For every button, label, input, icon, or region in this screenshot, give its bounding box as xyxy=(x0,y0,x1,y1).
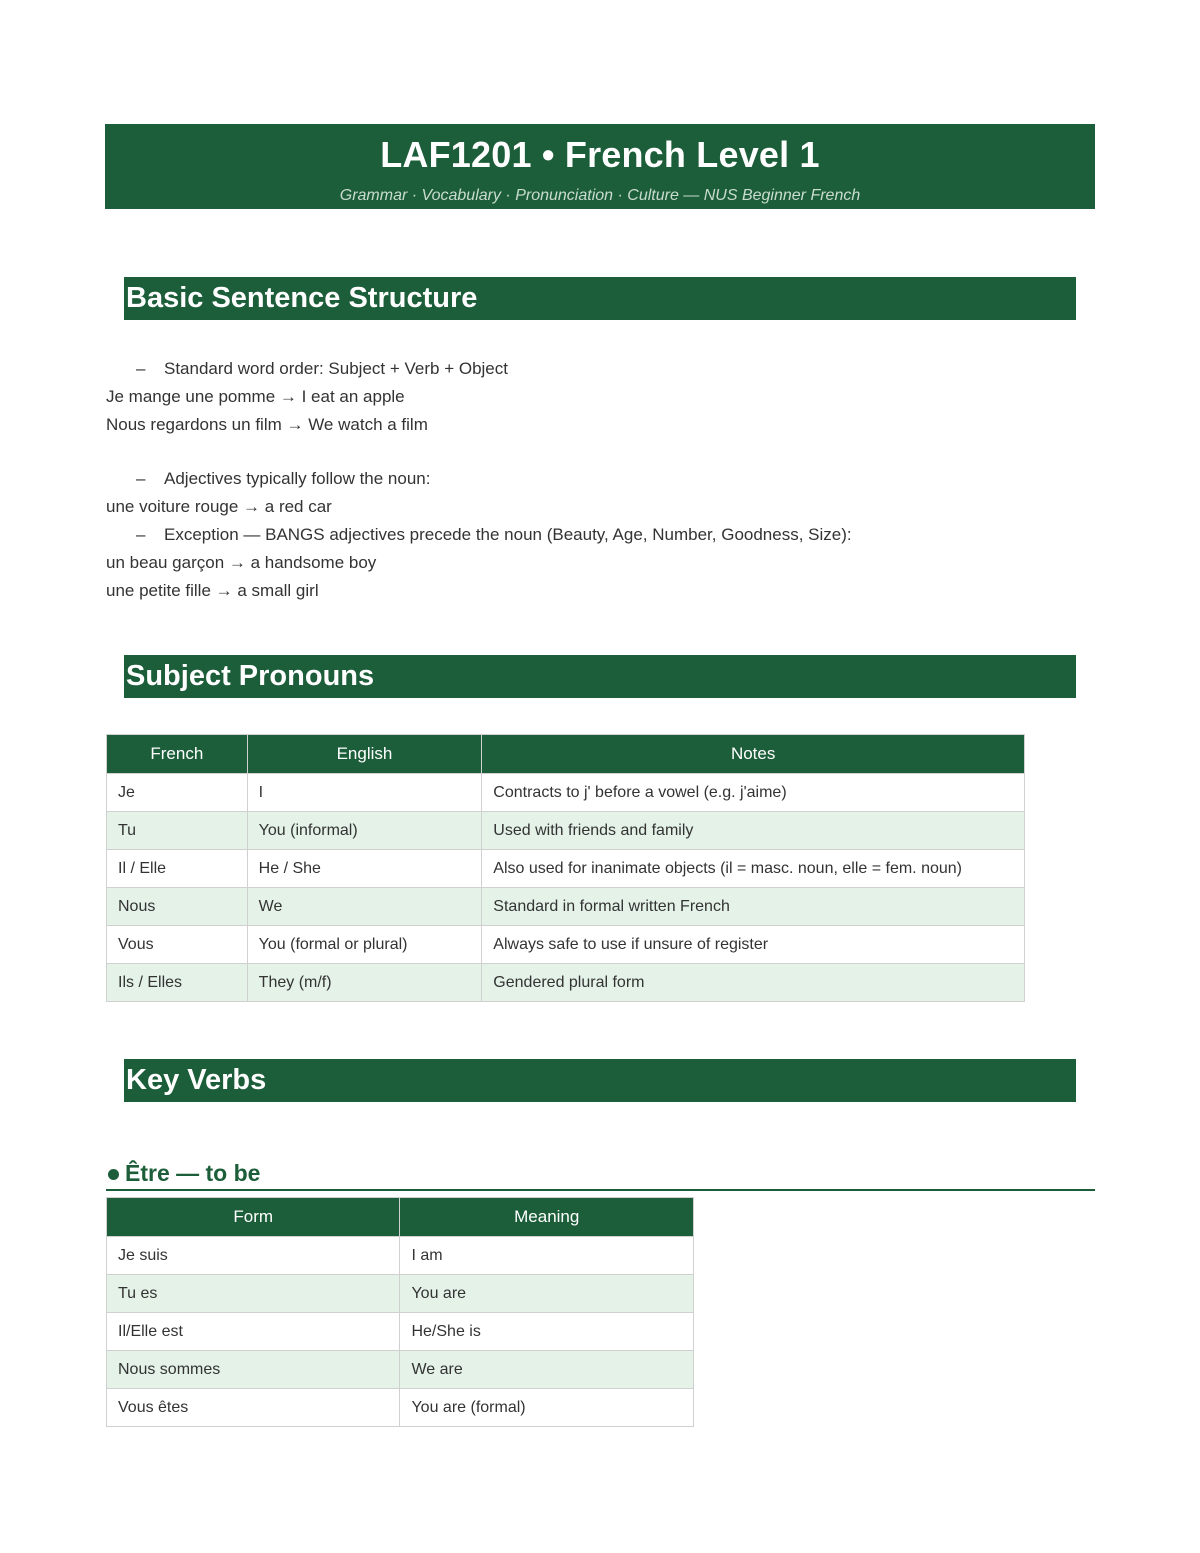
table-row xyxy=(107,964,1025,1002)
table-row xyxy=(107,1313,694,1351)
table-cell: Je suis xyxy=(107,1237,400,1275)
table-cell: Standard in formal written French xyxy=(482,888,1025,926)
table-cell: We are xyxy=(400,1351,694,1389)
example-line: Nous regardons un film → We watch a film xyxy=(106,415,428,434)
bullet-text: Exception — BANGS adjectives precede the noun (Beauty, Age, Number, Goodness, Size): xyxy=(164,525,852,544)
column-header: Form xyxy=(107,1198,400,1237)
table-cell: You (informal) xyxy=(247,812,482,850)
bullet-dash: – xyxy=(136,469,146,488)
title-banner xyxy=(105,124,1095,209)
bullet-dot-icon xyxy=(108,1169,119,1180)
table-cell: Vous êtes xyxy=(107,1389,400,1427)
bullet-adjectives xyxy=(136,469,430,489)
table-cell: We xyxy=(247,888,482,926)
table-row xyxy=(107,1275,694,1313)
table-cell: Il / Elle xyxy=(107,850,248,888)
section-heading-verbs-text: Key Verbs xyxy=(126,1064,267,1096)
subheading-etre-text: Être — to be xyxy=(125,1160,261,1186)
table-cell: Nous sommes xyxy=(107,1351,400,1389)
table-cell: Always safe to use if unsure of register xyxy=(482,926,1025,964)
section-heading-pronouns xyxy=(124,655,1076,698)
table-cell: Ils / Elles xyxy=(107,964,248,1002)
example-line: Je mange une pomme → I eat an apple xyxy=(106,387,405,406)
table-cell: You are xyxy=(400,1275,694,1313)
table-row xyxy=(107,1237,694,1275)
table-cell: You are (formal) xyxy=(400,1389,694,1427)
table-row xyxy=(107,1389,694,1427)
table-row xyxy=(107,888,1025,926)
bullet-text: Adjectives typically follow the noun: xyxy=(164,469,431,488)
table-header-row xyxy=(107,735,1025,774)
etre-table xyxy=(106,1197,694,1427)
column-header: Notes xyxy=(482,735,1025,774)
page-subtitle: Grammar · Vocabulary · Pronunciation · Culture — NUS Beginner French xyxy=(339,187,861,204)
section-heading-pronouns-text: Subject Pronouns xyxy=(126,660,375,692)
table-cell: Used with friends and family xyxy=(482,812,1025,850)
table-cell: Je xyxy=(107,774,248,812)
table-cell: Nous xyxy=(107,888,248,926)
table-cell: He / She xyxy=(247,850,482,888)
section-heading-basic-text: Basic Sentence Structure xyxy=(126,282,478,314)
column-header: Meaning xyxy=(400,1198,694,1237)
bullet-word-order xyxy=(136,359,508,379)
pronouns-table xyxy=(106,734,1025,1002)
table-cell: You (formal or plural) xyxy=(247,926,482,964)
section-heading-basic xyxy=(124,277,1076,320)
table-cell: Vous xyxy=(107,926,248,964)
column-header: English xyxy=(247,735,482,774)
bullet-dash: – xyxy=(136,525,146,544)
table-cell: He/She is xyxy=(400,1313,694,1351)
example-line: une petite fille → a small girl xyxy=(106,581,319,600)
column-header: French xyxy=(107,735,248,774)
table-cell: Contracts to j' before a vowel (e.g. j'aime) xyxy=(482,774,1025,812)
table-row xyxy=(107,850,1025,888)
bullet-dash: – xyxy=(136,359,146,378)
table-cell: Tu xyxy=(107,812,248,850)
bullet-text: Standard word order: Subject + Verb + Object xyxy=(164,359,508,378)
table-row xyxy=(107,774,1025,812)
page-title: LAF1201 • French Level 1 xyxy=(380,134,820,175)
table-cell: I am xyxy=(400,1237,694,1275)
table-cell: Also used for inanimate objects (il = masc. noun, elle = fem. noun) xyxy=(482,850,1025,888)
subheading-etre xyxy=(106,1158,1095,1191)
example-line: une voiture rouge → a red car xyxy=(106,497,332,516)
table-header-row xyxy=(107,1198,694,1237)
table-cell: Il/Elle est xyxy=(107,1313,400,1351)
table-cell: Gendered plural form xyxy=(482,964,1025,1002)
table-cell: I xyxy=(247,774,482,812)
example-line: un beau garçon → a handsome boy xyxy=(106,553,377,572)
table-cell: They (m/f) xyxy=(247,964,482,1002)
section-heading-verbs xyxy=(124,1059,1076,1102)
table-row xyxy=(107,1351,694,1389)
table-row xyxy=(107,926,1025,964)
bullet-bangs xyxy=(136,525,852,545)
table-row xyxy=(107,812,1025,850)
table-cell: Tu es xyxy=(107,1275,400,1313)
